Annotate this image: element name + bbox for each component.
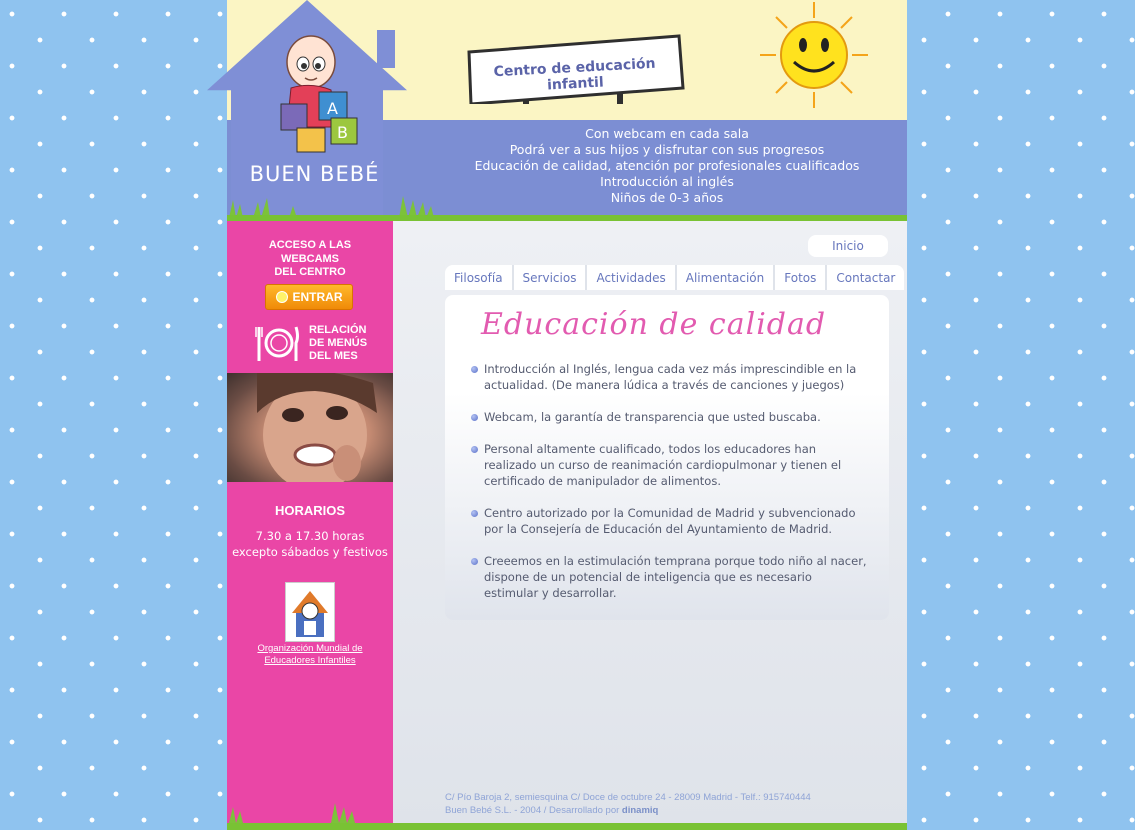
plate-cutlery-icon bbox=[255, 323, 299, 363]
main-content-area bbox=[393, 221, 907, 823]
sun-smiley-icon bbox=[754, 0, 874, 110]
omep-link-line: Organización Mundial de bbox=[257, 643, 363, 654]
webcam-title-line: DEL CENTRO bbox=[274, 266, 346, 278]
list-item-text: Personal altamente cualificado, todos los educadores han realizado un curso de reanimación cardiopulmonar y tienen el certificado de manipulador de alimentos. bbox=[484, 442, 842, 488]
menus-text-line: DE MENÚS bbox=[309, 337, 368, 349]
list-item bbox=[471, 409, 869, 425]
entrar-button[interactable] bbox=[265, 284, 353, 310]
tagline: Educación de calidad, atención por profesionales cualificados bbox=[474, 158, 860, 173]
header-taglines bbox=[427, 126, 907, 206]
footer-credits bbox=[445, 804, 885, 817]
horarios-text bbox=[227, 528, 393, 560]
list-item bbox=[471, 553, 869, 601]
button-bullet-icon bbox=[276, 291, 288, 303]
bullet-icon bbox=[471, 366, 478, 373]
footer bbox=[445, 791, 885, 817]
list-item bbox=[471, 505, 869, 537]
developer-link[interactable]: dinamiq bbox=[621, 805, 659, 816]
tab-actividades[interactable]: Actividades bbox=[587, 265, 676, 290]
sidebar bbox=[227, 221, 393, 830]
tab-servicios[interactable]: Servicios bbox=[514, 265, 588, 290]
list-item-text: Introducción al Inglés, lengua cada vez más imprescindible en la actualidad. (De manera lúdica a través de canciones y juegos) bbox=[484, 362, 857, 392]
horarios-line: 7.30 a 17.30 horas bbox=[255, 529, 365, 543]
list-item-text: Centro autorizado por la Comunidad de Madrid y subvencionado por la Consejería de Educación del Ayuntamiento de Madrid. bbox=[484, 506, 856, 536]
menus-link[interactable] bbox=[255, 321, 385, 367]
horarios-line: excepto sábados y festivos bbox=[232, 545, 388, 559]
omep-emblem-icon bbox=[286, 583, 334, 641]
omep-link-line: Educadores Infantiles bbox=[264, 655, 356, 666]
page bbox=[227, 0, 907, 830]
list-item bbox=[471, 361, 869, 393]
bullet-icon bbox=[471, 558, 478, 565]
bullet-icon bbox=[471, 414, 478, 421]
site-logo-text: BUEN BEBÉ bbox=[249, 162, 380, 186]
tab-filosofia[interactable]: Filosofía bbox=[445, 265, 514, 290]
nav-tabs bbox=[445, 265, 904, 290]
tagline: Con webcam en cada sala bbox=[585, 126, 749, 141]
svg-text:B: B bbox=[337, 123, 348, 142]
svg-text:A: A bbox=[327, 99, 338, 118]
tab-fotos[interactable]: Fotos bbox=[775, 265, 827, 290]
tab-alimentacion[interactable]: Alimentación bbox=[677, 265, 776, 290]
list-item bbox=[471, 441, 869, 489]
footer-address: C/ Pío Baroja 2, semiesquina C/ Doce de octubre 24 - 28009 Madrid - Telf.: 915740444 bbox=[445, 792, 811, 803]
entrar-label: ENTRAR bbox=[292, 290, 343, 304]
omep-logo[interactable] bbox=[285, 582, 335, 642]
tagline: Introducción al inglés bbox=[600, 174, 734, 189]
bullet-icon bbox=[471, 446, 478, 453]
child-photo bbox=[227, 373, 393, 482]
page-title: Educación de calidad bbox=[481, 307, 827, 342]
menus-text-line: RELACIÓN bbox=[309, 324, 367, 336]
feature-list bbox=[471, 361, 869, 617]
menus-text bbox=[309, 324, 389, 363]
content-panel bbox=[445, 295, 889, 620]
grass-decoration bbox=[227, 801, 393, 823]
webcam-access-title bbox=[227, 239, 393, 280]
bullet-icon bbox=[471, 510, 478, 517]
tab-contactar[interactable]: Contactar bbox=[836, 270, 896, 285]
inicio-link[interactable]: Inicio bbox=[808, 235, 888, 257]
webcam-title-line: WEBCAMS bbox=[280, 252, 340, 265]
omep-link[interactable] bbox=[227, 643, 393, 667]
child-face-shape bbox=[227, 373, 393, 482]
footer-credits-text: Buen Bebé S.L. - 2004 / Desarrollado por bbox=[445, 805, 620, 816]
tagline: Niños de 0-3 años bbox=[610, 190, 724, 205]
menus-text-line: DEL MES bbox=[309, 350, 358, 362]
baby-illustration bbox=[261, 32, 381, 160]
tagline: Podrá ver a sus hijos y disfrutar con sus progresos bbox=[509, 142, 825, 157]
list-item-text: Creeemos en la estimulación temprana porque todo niño al nacer, dispone de un potencial de inteligencia que es necesario estimular y desarrollar. bbox=[484, 554, 867, 600]
sign-text: Centro de educación infantil bbox=[493, 55, 656, 94]
list-item-text: Webcam, la garantía de transparencia que usted buscaba. bbox=[484, 410, 821, 424]
footer-divider bbox=[227, 823, 907, 830]
horarios-title: HORARIOS bbox=[274, 503, 346, 518]
webcam-title-line: ACCESO A LAS bbox=[268, 239, 352, 251]
